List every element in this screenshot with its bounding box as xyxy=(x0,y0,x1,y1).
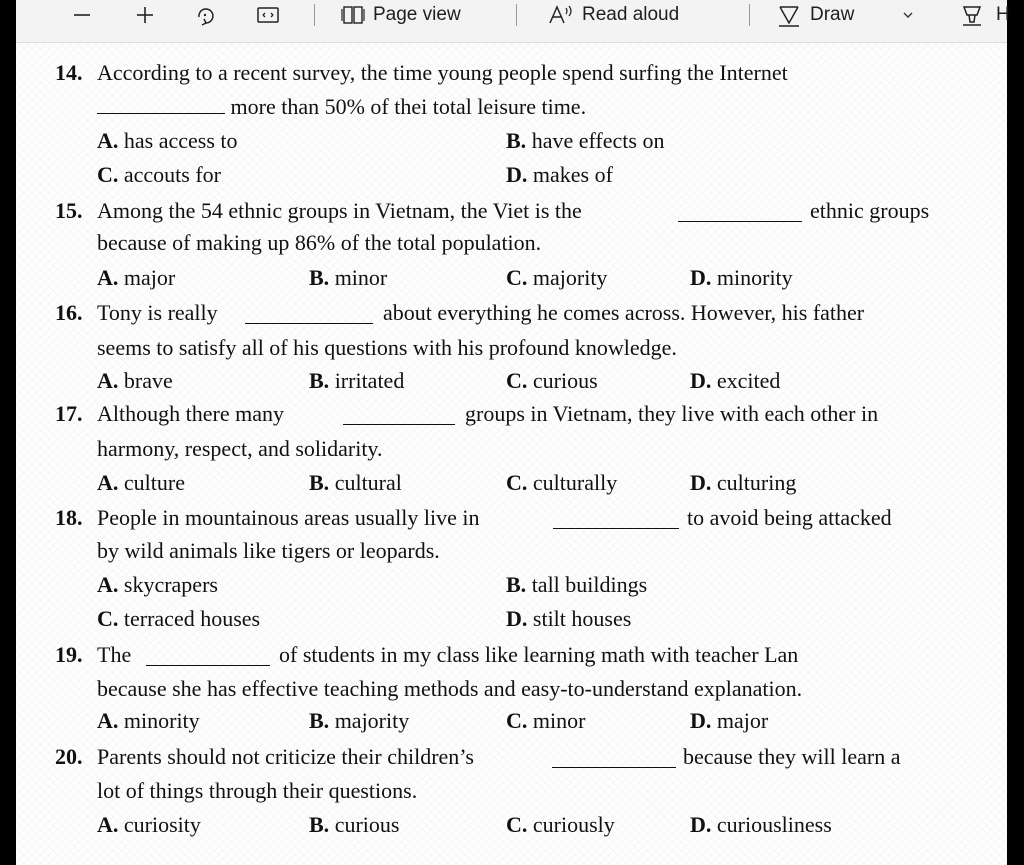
option-b: B. irritated xyxy=(309,368,405,393)
answer-blank xyxy=(678,220,802,222)
read-aloud-label: Read aloud xyxy=(582,4,680,25)
question-number: 20. xyxy=(55,744,83,769)
question-stem-line2: by wild animals like tigers or leopards. xyxy=(97,538,440,563)
option-c: C. accouts for xyxy=(97,162,222,187)
option-d: D. makes of xyxy=(506,162,613,187)
option-c: C. curiously xyxy=(506,812,615,837)
question-stem-end: because they will learn a xyxy=(683,744,901,769)
question-number: 17. xyxy=(55,401,83,426)
answer-blank xyxy=(553,527,679,529)
option-c: C. majority xyxy=(506,265,608,290)
option-c: C. terraced houses xyxy=(97,606,261,631)
option-c: C. minor xyxy=(506,708,586,733)
option-d: D. minority xyxy=(690,265,793,290)
question-number: 18. xyxy=(55,505,83,530)
question-stem: According to a recent survey, the time young people spend surfing the Internet xyxy=(97,60,788,85)
question-stem: Tony is really xyxy=(97,300,218,325)
question-stem-line2: harmony, respect, and solidarity. xyxy=(97,436,383,461)
question-stem-end: ethnic groups xyxy=(810,198,930,223)
question-stem-line2: because she has effective teaching methods and easy-to-understand explanation. xyxy=(97,676,803,701)
option-b: B. cultural xyxy=(309,470,402,495)
question-stem-end: to avoid being attacked xyxy=(687,505,892,530)
question-stem-line2: more than 50% of thei total leisure time. xyxy=(97,94,586,120)
question-number: 16. xyxy=(55,300,83,325)
question-stem: The xyxy=(97,642,132,667)
option-b: B. have effects on xyxy=(506,128,665,153)
option-b: B. minor xyxy=(309,265,388,290)
option-d: D. major xyxy=(690,708,769,733)
question-stem-end: about everything he comes across. However, his father xyxy=(383,300,865,325)
option-a: A. minority xyxy=(97,708,200,733)
question-number: 15. xyxy=(55,198,83,223)
question-stem-line2: seems to satisfy all of his questions with his profound knowledge. xyxy=(97,335,677,360)
option-a: A. skycrapers xyxy=(97,572,218,597)
option-d: D. curiousliness xyxy=(690,812,832,837)
question-stem-line2: because of making up 86% of the total population. xyxy=(97,230,542,255)
question-stem: Among the 54 ethnic groups in Vietnam, the Viet is the xyxy=(97,198,582,223)
question-stem: People in mountainous areas usually live in xyxy=(97,505,480,530)
option-a: A. brave xyxy=(97,368,173,393)
answer-blank xyxy=(97,112,225,114)
page-view-label: Page view xyxy=(373,4,461,25)
option-d: D. excited xyxy=(690,368,781,393)
question-number: 14. xyxy=(55,60,83,85)
answer-blank xyxy=(245,322,373,324)
option-a: A. major xyxy=(97,265,176,290)
option-c: C. curious xyxy=(506,368,598,393)
question-stem: Although there many xyxy=(97,401,284,426)
question-number: 19. xyxy=(55,642,83,667)
question-stem-line2: lot of things through their questions. xyxy=(97,778,418,803)
answer-blank xyxy=(146,664,270,666)
highlight-label: H xyxy=(996,4,1010,25)
answer-blank xyxy=(343,423,455,425)
option-d: D. culturing xyxy=(690,470,797,495)
option-b: B. curious xyxy=(309,812,400,837)
draw-label: Draw xyxy=(810,4,855,25)
question-stem: Parents should not criticize their children’s xyxy=(97,744,474,769)
option-a: A. culture xyxy=(97,470,185,495)
option-a: A. curiosity xyxy=(97,812,201,837)
question-stem-end: of students in my class like learning math with teacher Lan xyxy=(279,642,799,667)
option-b: B. tall buildings xyxy=(506,572,648,597)
option-b: B. majority xyxy=(309,708,410,733)
option-d: D. stilt houses xyxy=(506,606,632,631)
option-c: C. culturally xyxy=(506,470,618,495)
question-stem-end: groups in Vietnam, they live with each other in xyxy=(465,401,879,426)
option-a: A. has access to xyxy=(97,128,238,153)
answer-blank xyxy=(552,766,676,768)
